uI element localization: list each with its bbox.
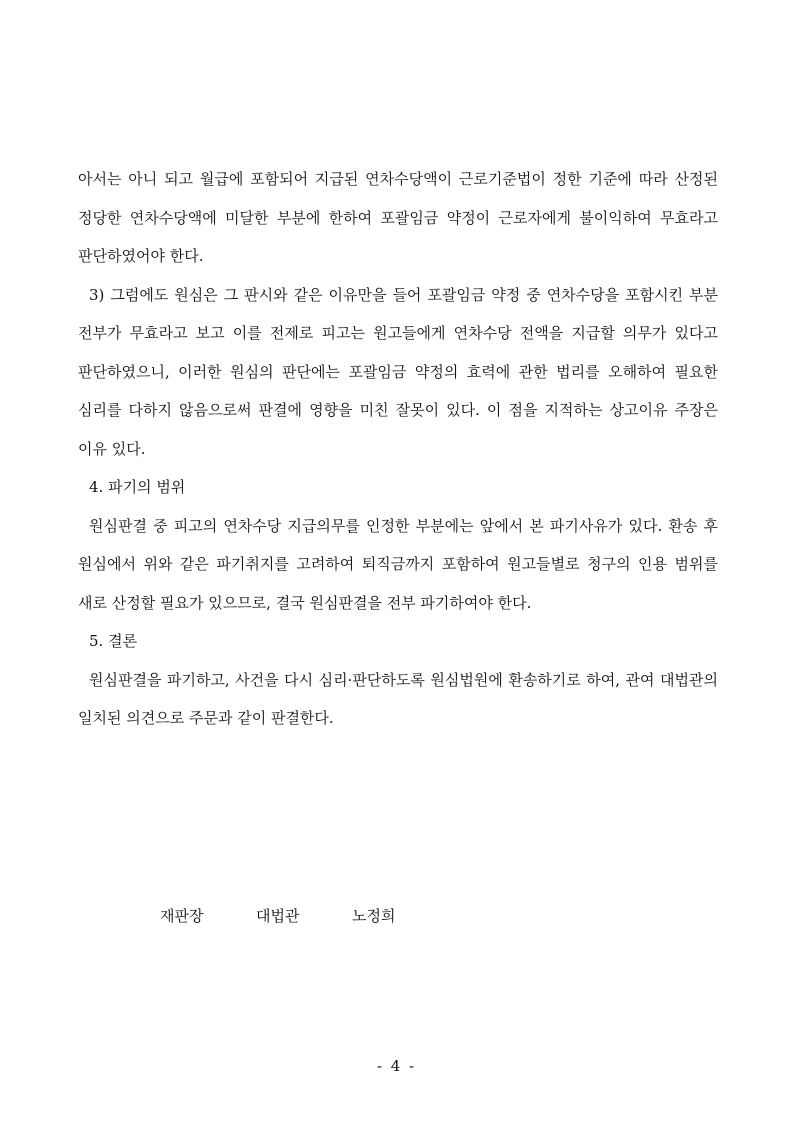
section-heading-remand-scope: 4. 파기의 범위: [89, 478, 186, 496]
section-heading-conclusion: 5. 결론: [89, 632, 138, 650]
signature-block: [160, 905, 395, 926]
paragraph-remand-scope: 원심판결 중 피고의 연차수당 지급의무를 인정한 부분에는 앞에서 본 파기사유가 있다. 환송 후 원심에서 위와 같은 파기취지를 고려하여 퇴직금까지 포함하여 원고들별로 청구의 인용 범위를 새로 산정할 필요가 있으므로, 결국 원심판결을 전부 파기하여야 한다.: [78, 516, 718, 612]
signature-role: 재판장: [160, 907, 204, 925]
paragraph-conclusion: 원심판결을 파기하고, 사건을 다시 심리·판단하도록 원심법원에 환송하기로 하여, 관여 대법관의 일치된 의견으로 주문과 같이 판결한다.: [78, 670, 718, 727]
paragraph-continuation: 아서는 아니 되고 월급에 포함되어 지급된 연차수당액이 근로기준법이 정한 기준에 따라 산정된 정당한 연차수당액에 미달한 부분에 한하여 포괄임금 약정이 근로자에게 불이익하여 무효라고 판단하였어야 한다.: [78, 170, 718, 265]
document-body: [78, 160, 718, 738]
signature-title: 대법관: [256, 907, 300, 925]
page-number: - 4 -: [376, 1057, 417, 1075]
paragraph-3: 3) 그럼에도 원심은 그 판시와 같은 이유만을 들어 포괄임금 약정 중 연차수당을 포함시킨 부분 전부가 무효라고 보고 이를 전제로 피고는 원고들에게 연차수당 전액을 지급할 의무가 있다고 판단하였으니, 이러한 원심의 판단에는 포괄임금 약정의 효력에 관한 법리를 오해하여 필요한 심리를 다하지 않음으로써 판결에 영향을 미친 잘못이 있다. 이 점을 지적하는 상고이유 주장은 이유 있다.: [78, 285, 718, 458]
signature-name: 노정희: [352, 907, 396, 925]
